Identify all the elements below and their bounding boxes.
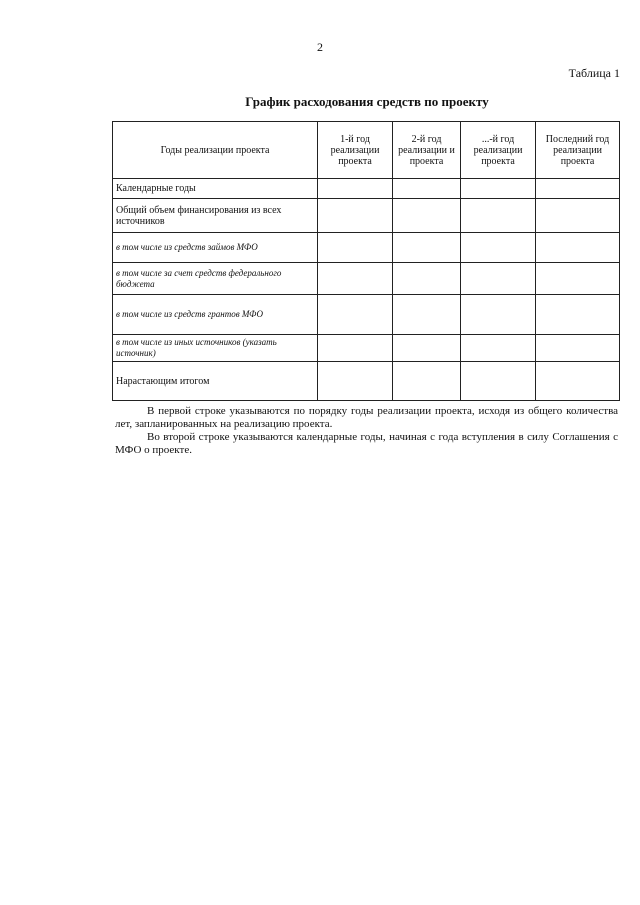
table-cell <box>393 179 461 199</box>
table-cell <box>536 295 620 335</box>
table-cell <box>461 263 536 295</box>
table-row <box>113 263 620 295</box>
table-cell <box>393 233 461 263</box>
table-row <box>113 199 620 233</box>
note-paragraph-2: Во второй строке указываются календарные годы, начиная с года вступления в силу Соглашения с МФО о проекте. <box>115 431 618 456</box>
page-number: 2 <box>317 40 323 54</box>
row-label-mfo-loans: в том числе из средств займов МФО <box>113 233 318 263</box>
table-row <box>113 362 620 401</box>
table-cell <box>536 335 620 362</box>
table-cell <box>461 233 536 263</box>
table-cell <box>536 362 620 401</box>
table-row <box>113 233 620 263</box>
table-row <box>113 179 620 199</box>
table-cell <box>393 263 461 295</box>
row-label-cumulative-total: Нарастающим итогом <box>113 362 318 401</box>
table-cell <box>318 335 393 362</box>
table-caption: Таблица 1 <box>568 66 620 80</box>
row-label-total-financing: Общий объем финансирования из всех источников <box>113 199 318 233</box>
header-year-1: 1-й год реализации проекта <box>318 122 393 179</box>
table-cell <box>318 362 393 401</box>
table-cell <box>318 263 393 295</box>
spending-schedule-table <box>112 121 620 401</box>
table-cell <box>318 199 393 233</box>
table-cell <box>318 295 393 335</box>
table-row <box>113 295 620 335</box>
row-label-calendar-years: Календарные годы <box>113 179 318 199</box>
table-cell <box>318 179 393 199</box>
table-cell <box>461 295 536 335</box>
header-year-n: ...-й год реализации проекта <box>461 122 536 179</box>
table-cell <box>536 199 620 233</box>
table-cell <box>393 362 461 401</box>
header-years-label: Годы реализации проекта <box>113 122 318 179</box>
row-label-other-sources: в том числе из иных источников (указать источник) <box>113 335 318 362</box>
table-cell <box>393 199 461 233</box>
row-label-federal-budget: в том числе за счет средств федерального бюджета <box>113 263 318 295</box>
table-cell <box>461 335 536 362</box>
note-paragraph-1: В первой строке указываются по порядку годы реализации проекта, исходя из общего количества лет, запланированных на реализацию проекта. <box>115 405 618 430</box>
table-cell <box>536 233 620 263</box>
table-header-row <box>113 122 620 179</box>
table-cell <box>461 362 536 401</box>
table-cell <box>318 233 393 263</box>
row-label-mfo-grants: в том числе из средств грантов МФО <box>113 295 318 335</box>
table-cell <box>461 179 536 199</box>
explanatory-notes <box>115 405 618 457</box>
table-cell <box>536 179 620 199</box>
table-cell <box>393 335 461 362</box>
table-cell <box>393 295 461 335</box>
document-title: График расходования средств по проекту <box>245 94 489 109</box>
header-year-2: 2-й год реализации и проекта <box>393 122 461 179</box>
table-row <box>113 335 620 362</box>
table-cell <box>461 199 536 233</box>
header-year-last: Последний год реализации проекта <box>536 122 620 179</box>
table-cell <box>536 263 620 295</box>
